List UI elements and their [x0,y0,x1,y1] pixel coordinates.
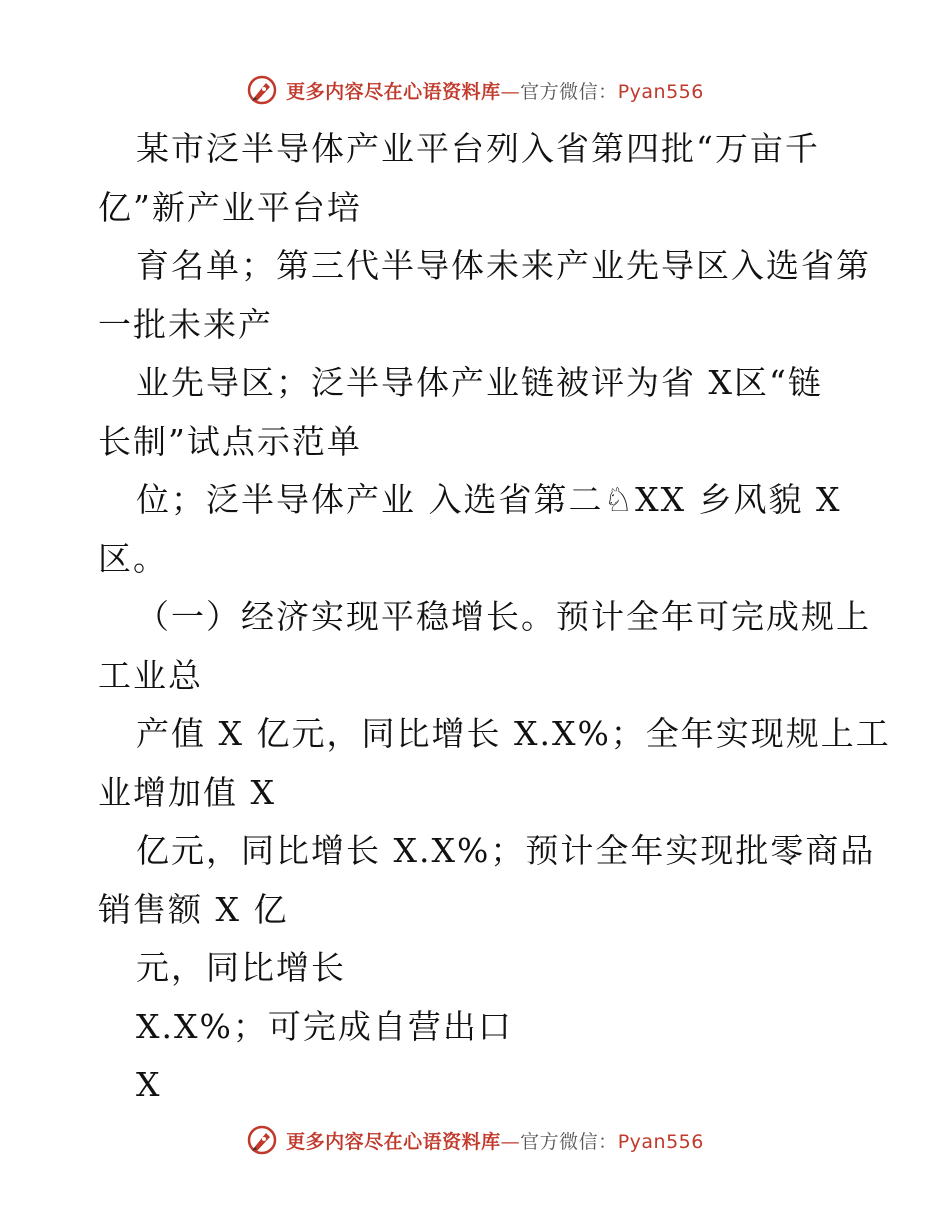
text-line: 区。 [98,538,168,578]
text-line: 位；泛半导体产业 入选省第二♘XX 乡风貌 X [136,480,842,519]
watermark-text: 更多内容尽在心语资料库—官方微信：Pyan556 [286,80,704,103]
pen-nib-logo-icon [246,1124,278,1156]
text-line: X.X%；可完成自营出口 [136,1006,513,1046]
text-line: 产值 X 亿元，同比增长 X.X%；全年实现规上工 [136,714,891,753]
section-heading-line: （一）经济实现平稳增长。预计全年可完成规上 [136,597,871,636]
watermark-footer [0,1120,950,1160]
watermark-header [0,70,950,110]
text-line: 元，同比增长 [136,948,346,987]
text-line: 业增加值 X [98,772,276,812]
text-line: 工业总 [98,655,203,695]
text-line: 业先导区；泛半导体产业链被评为省 X区“链 [136,363,823,402]
text-line: 一批未来产 [98,304,273,344]
text-line: 某市泛半导体产业平台列入省第四批“万亩千 [136,129,820,168]
text-line: 销售额 X 亿 [98,889,289,929]
document-body [98,120,891,1115]
text-line: 亿元，同比增长 X.X%；预计全年实现批零商品 [136,831,876,870]
text-line: 长制”试点示范单 [98,421,362,461]
watermark-text: 更多内容尽在心语资料库—官方微信：Pyan556 [286,1130,704,1153]
text-line: X [136,1065,162,1104]
text-line: 亿”新产业平台培 [98,187,362,227]
text-line: 育名单；第三代半导体未来产业先导区入选省第 [136,246,871,285]
pen-nib-logo-icon [246,74,278,106]
